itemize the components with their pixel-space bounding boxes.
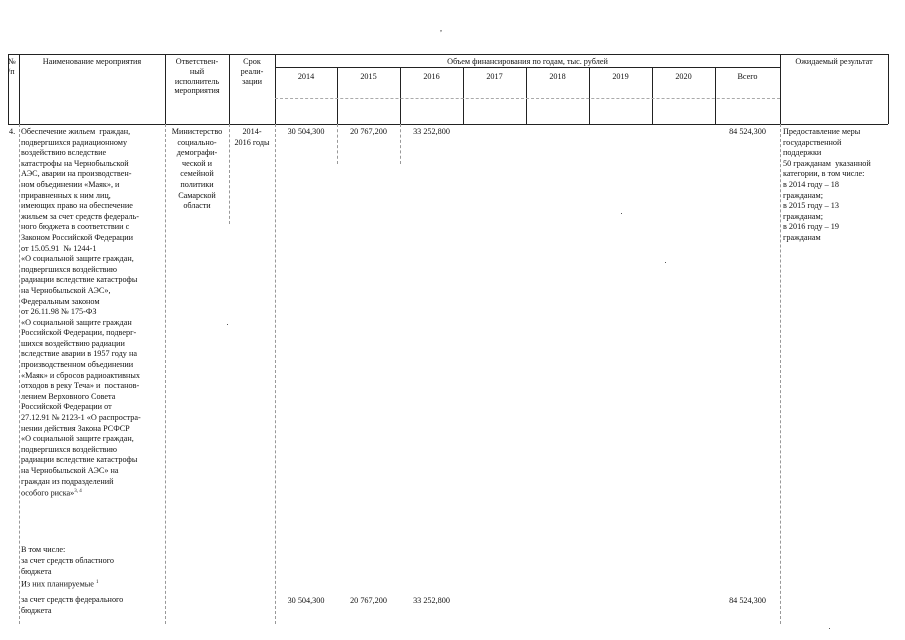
year-total: Всего [737,72,758,81]
sub-regional-budget: за счет средств областного бюджета [21,556,115,576]
header-expected-result: Ожидаемый результат [795,57,873,66]
row-value-2015: 20 767,200 [350,127,387,136]
scan-speck [227,324,228,325]
federal-value-total: 84 524,300 [729,596,766,605]
sub-including: В том числе: [21,545,66,554]
header-funding: Объем финансирования по годам, тыс. рублей [447,57,608,66]
year-2014: 2014 [297,72,315,81]
year-2020: 2020 [675,72,692,81]
header-responsible: Ответствен- ный исполнитель мероприятия [174,57,220,96]
header-top-border [8,54,888,55]
scan-speck [621,213,622,214]
row-event-name-footnote: 3, 4 [74,489,82,495]
funding-subheader-line [275,67,780,68]
scan-speck [665,262,666,263]
scan-speck [829,628,830,629]
row-event-name-text: Обеспечение жильем граждан, подвергшихся радиационному воздействию вследствие катастрофы на Чернобыльской АЭС, аварии на производствен- ном объединении «Маяк», и приравненных к ним лиц, имеющих право на обеспечение жильем за счет средств федераль- ного бюджета в соответствии с Законом Российской Федерации от 15.05.91 № 1244-1 «О социальной защите граждан, подвергшихся воздействию радиации вследствие катастрофы на Чернобыльской АЭС», Федеральным законом от 26.11.98 № 175-ФЗ «О социальной защите граждан Российской Федерации, подверг- шихся воздействию радиации вследствие аварии в 1957 году на производственном объединении «Маяк» и сбросов радиоактивных отходов в реку Теча» и постанов- лением Верховного Совета Российской Федерации от 27.12.91 № 2123-1 «О распростра- нении действия Закона РСФСР «О социальной защите граждан, подвергшихся воздействию радиации вследствие катастрофы на Чернобыльской АЭС» на граждан из подразделений особого риска» [21,127,141,498]
row-term: 2014- 2016 годы [234,127,270,147]
sub-planned-text: Из них планируемые [21,579,94,589]
sub-federal-budget: за счет средств федерального бюджета [21,595,124,615]
row-value-total: 84 524,300 [729,127,766,136]
header-term: Срок реали- зации [240,57,264,86]
header-event-name: Наименование мероприятия [42,57,142,66]
sub-planned-footnote: 1 [95,580,99,585]
year-2018: 2018 [549,72,566,81]
row-value-2014: 30 504,300 [287,127,325,136]
year-2019: 2019 [612,72,629,81]
year-2017: 2017 [486,72,503,81]
header-bottom-border [8,124,888,125]
federal-value-2015: 20 767,200 [350,596,387,605]
federal-value-2014: 30 504,300 [287,596,325,605]
header-number: № /п [8,57,16,76]
year-2015: 2015 [360,72,377,81]
federal-value-2016: 33 252,800 [413,596,450,605]
sub-planned [21,578,161,590]
row-expected-result: Предоставление меры государственной поддержки 50 гражданам указанной категории, в том числе: в 2014 году – 18 гражданам; в 2015 году – 13 гражданам; в 2016 году – 19 гражданам [783,127,871,242]
row-event-name [21,127,166,500]
row-value-2016: 33 252,800 [413,127,450,136]
row-responsible: Министерство социально- демографи- ческой и семейной политики Самарской области [171,127,223,211]
top-mark: , [440,24,443,33]
year-2016: 2016 [423,72,440,81]
row-number: 4. [9,127,16,136]
